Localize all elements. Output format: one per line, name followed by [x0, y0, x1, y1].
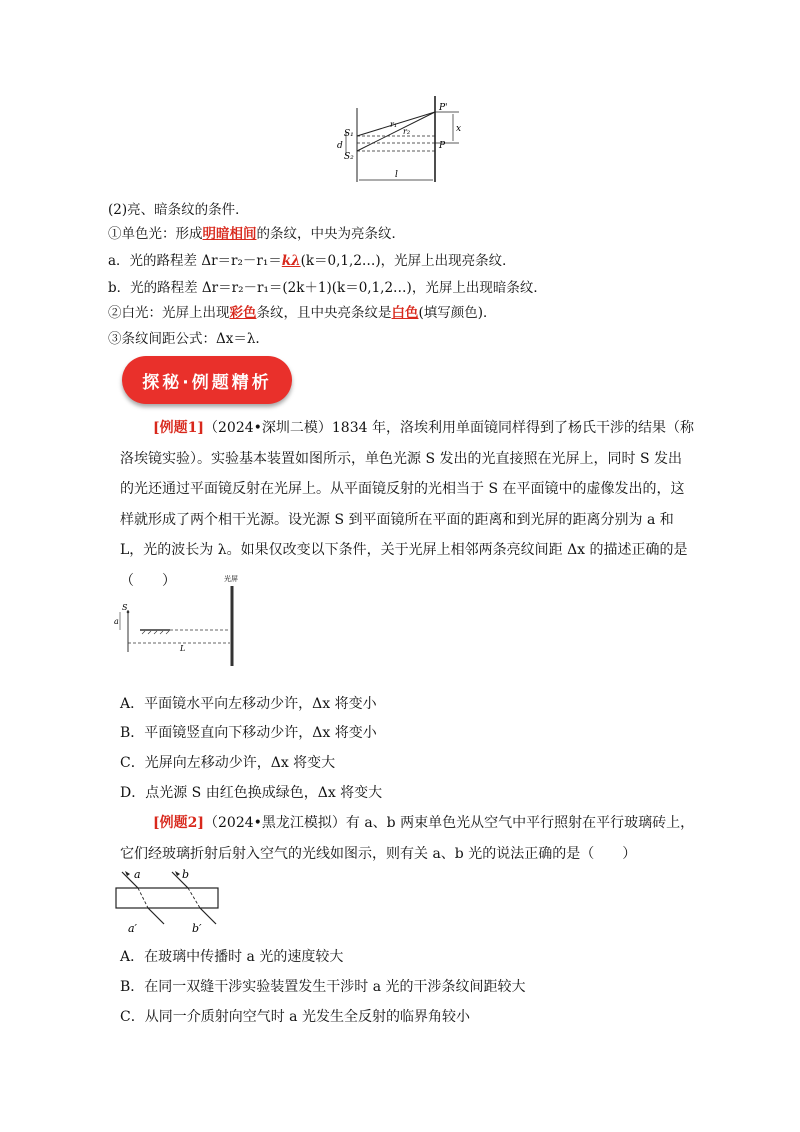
banner-text: 探秘·例题精析	[142, 372, 272, 393]
example1-option-b[interactable]: B．平面镜竖直向下移动少许，Δx 将变小	[120, 725, 377, 741]
fig3-a-out-label: a′	[128, 922, 138, 935]
a-suffix: (k＝0,1,2…)，光屏上出现亮条纹．	[300, 253, 516, 269]
example1-text: （2024•深圳二模）1834 年，洛埃利用单面镜同样得到了杨氏干涉的结果（称洛埃镜实验）。实验基本装置如图所示，单色光源 S 发出的光直接照在光屏上，同时 S 发出的光还通过平面镜反射在光屏上。从平面镜反射的光相当于 S 在平面镜中的虚像发出的，这样就形成了两个相干光源。设光源 S 到平面镜所在平面的距离和到光屏的距离分别为 a 和 L，光的波长为 λ。如果仅改变以下条件，关于光屏上相邻两条亮纹间距 Δx 的描述正确的是（ ）	[120, 420, 694, 589]
spacing-formula-line: ③条纹间距公式：Δx＝λ.	[108, 331, 260, 347]
white-suffix: (填写颜色)．	[418, 305, 497, 321]
mono-prefix: ①单色光：形成	[108, 226, 203, 242]
bright-fringe-line	[108, 249, 516, 269]
example1-option-a[interactable]: A．平面镜水平向左移动少许，Δx 将变小	[120, 696, 377, 712]
example2-label: [例题2]	[153, 815, 204, 831]
fig1-x: x	[456, 124, 462, 134]
white-prefix: ②白光：光屏上出现	[108, 305, 230, 321]
white-highlight-2: 白色	[391, 305, 419, 321]
fig3-b-out-label: b′	[192, 922, 202, 935]
fig2-a-label: a	[114, 617, 119, 626]
mono-suffix: 的条纹，中央为亮条纹．	[256, 226, 405, 242]
dark-fringe-line: b．光的路程差 Δr＝r₂－r₁＝(2k＋1)(k＝0,1,2…)，光屏上出现暗条纹．	[108, 280, 547, 296]
white-mid: 条纹，且中央亮条纹是	[256, 305, 392, 321]
section-banner	[122, 356, 292, 404]
a-prefix: a．光的路程差 Δr＝r₂－r₁＝	[108, 253, 282, 269]
example2-option-c[interactable]: C．从同一介质射向空气时 a 光发生全反射的临界角较小	[120, 1009, 470, 1025]
example1-option-d[interactable]: D．点光源 S 由红色换成绿色，Δx 将变大	[120, 785, 383, 801]
fig1-s1: S₁	[344, 129, 354, 139]
fig1-d: d	[337, 141, 343, 151]
fig3-a-label: a	[134, 868, 141, 881]
example1-label: [例题1]	[153, 420, 204, 436]
conditions-heading: (2)亮、暗条纹的条件．	[108, 202, 249, 218]
mono-light-line	[108, 222, 405, 242]
example1-option-c[interactable]: C．光屏向左移动少许，Δx 将变大	[120, 755, 336, 771]
fig2-screen-label: 光屏	[224, 575, 238, 583]
fig3-b-label: b	[182, 868, 190, 881]
double-slit-figure	[335, 96, 465, 188]
white-highlight-1: 彩色	[229, 305, 257, 321]
fig1-l: l	[395, 170, 398, 180]
fig1-pprime: P'	[439, 103, 448, 113]
glass-slab-figure	[108, 866, 228, 938]
example2-paragraph	[120, 808, 695, 869]
fig1-r1: r₁	[390, 120, 398, 129]
mono-highlight: 明暗相间	[202, 226, 257, 242]
fig2-s-label: S	[122, 603, 128, 612]
fig2-L-label: L	[180, 644, 186, 653]
lloyd-mirror-figure	[108, 572, 248, 672]
example2-option-b[interactable]: B．在同一双缝干涉实验装置发生干涉时 a 光的干涉条纹间距较大	[120, 979, 526, 995]
fig1-p: P	[439, 141, 446, 151]
fig1-r2: r₂	[403, 127, 411, 136]
fig1-s2: S₂	[344, 152, 354, 162]
example2-option-a[interactable]: A．在玻璃中传播时 a 光的速度较大	[120, 949, 344, 965]
example2-text: （2024•黑龙江模拟）有 a、b 两束单色光从空气中平行照射在平行玻璃砖上，它们经玻璃折射后射入空气的光线如图示，则有关 a、b 光的说法正确的是（ ）	[120, 815, 695, 862]
white-light-line	[108, 301, 497, 321]
example1-paragraph	[120, 413, 695, 596]
a-highlight: kλ	[281, 253, 301, 269]
